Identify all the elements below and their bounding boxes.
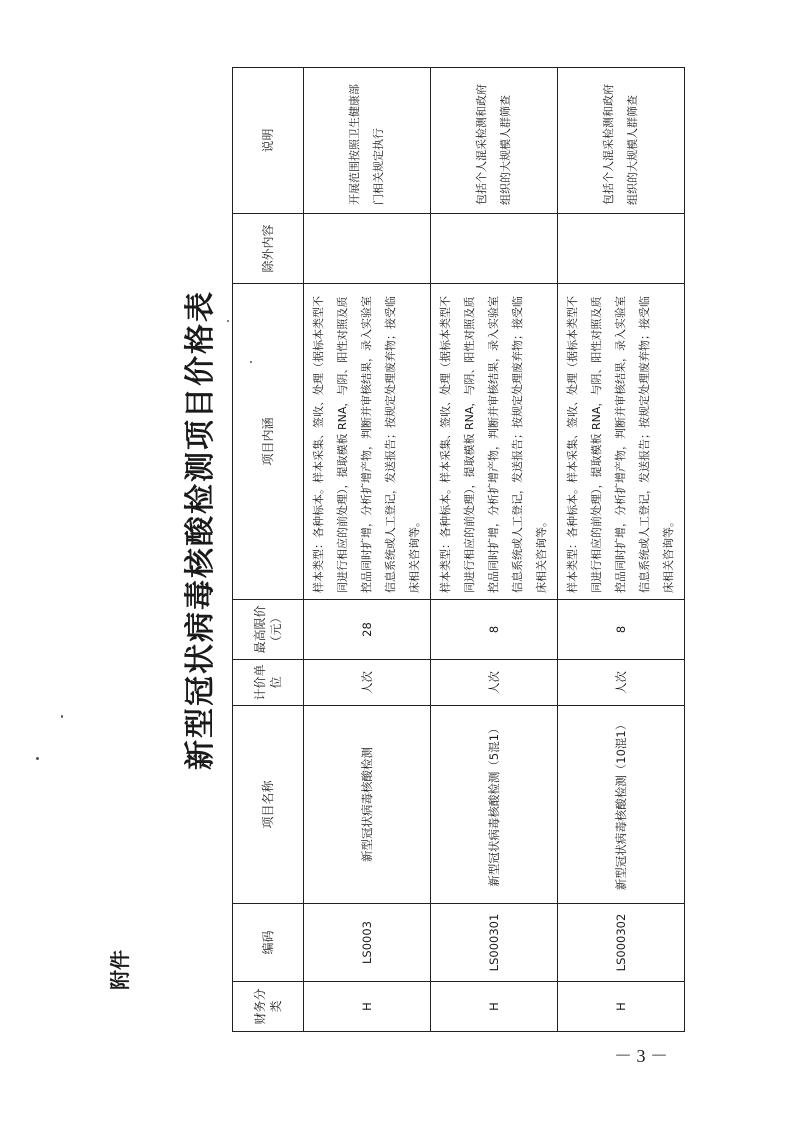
cell-note: 开展范围按照卫生健康部门相关规定执行 (304, 68, 431, 214)
header-unit: 计价单位 (233, 660, 304, 706)
cell-code: LS000302 (558, 904, 685, 982)
header-name: 项目名称 (233, 706, 304, 904)
header-finance: 财务分类 (233, 982, 304, 1032)
cell-unit: 人次 (558, 660, 685, 706)
header-exclude: 除外内容 (233, 214, 304, 284)
cell-name: 新型冠状病毒核酸检测（5混1） (431, 706, 558, 904)
cell-exclude (304, 214, 431, 284)
cell-name: 新型冠状病毒核酸检测（10混1） (558, 706, 685, 904)
scan-speck (36, 757, 39, 760)
table-row (431, 68, 558, 1032)
page-number: － 3 － (614, 1046, 668, 1066)
cell-price: 8 (558, 600, 685, 660)
scan-speck (227, 320, 229, 322)
cell-name: 新型冠状病毒核酸检测 (304, 706, 431, 904)
cell-finance: H (304, 982, 431, 1032)
cell-price: 8 (431, 600, 558, 660)
cell-note: 包括个人混采检测和政府组织的大规模人群筛查 (431, 68, 558, 214)
price-table-container (232, 68, 675, 1032)
cell-content: 样本类型：各种标本。样本采集、签收、处理（据标本类型不同进行相应的前处理），提取模板 RNA，与阴、阳性对照及质控品同时扩增，分析扩增产物，判断并审核结果，录入实验室信息系统或人工登记，发送报告；按规定处理废弃物；接受临床相关咨询等。 (431, 284, 558, 600)
header-price: 最高限价（元） (233, 600, 304, 660)
header-note: 说明 (233, 68, 304, 214)
cell-unit: 人次 (431, 660, 558, 706)
cell-finance: H (431, 982, 558, 1032)
cell-unit: 人次 (304, 660, 431, 706)
table-header-row (233, 68, 304, 1032)
cell-finance: H (558, 982, 685, 1032)
cell-exclude (558, 214, 685, 284)
table-row (558, 68, 685, 1032)
price-table (232, 67, 685, 1032)
cell-code: LS000301 (431, 904, 558, 982)
cell-note: 包括个人混采检测和政府组织的大规模人群筛查 (558, 68, 685, 214)
cell-exclude (431, 214, 558, 284)
scan-speck (61, 715, 63, 718)
table-row (304, 68, 431, 1032)
attachment-label: 附件 (108, 950, 132, 990)
cell-price: 28 (304, 600, 431, 660)
header-code: 编码 (233, 904, 304, 982)
cell-code: LS0003 (304, 904, 431, 982)
page-title: 新型冠状病毒核酸检测项目价格表 (183, 290, 218, 770)
header-content: 项目内涵 (233, 284, 304, 600)
cell-content: 样本类型：各种标本。样本采集、签收、处理（据标本类型不同进行相应的前处理），提取模板 RNA，与阴、阳性对照及质控品同时扩增，分析扩增产物，判断并审核结果，录入实验室信息系统或人工登记，发送报告；按规定处理废弃物；接受临床相关咨询等。 (304, 284, 431, 600)
cell-content: 样本类型：各种标本。样本采集、签收、处理（据标本类型不同进行相应的前处理），提取模板 RNA，与阴、阳性对照及质控品同时扩增，分析扩增产物，判断并审核结果，录入实验室信息系统或人工登记，发送报告；按规定处理废弃物；接受临床相关咨询等。 (558, 284, 685, 600)
